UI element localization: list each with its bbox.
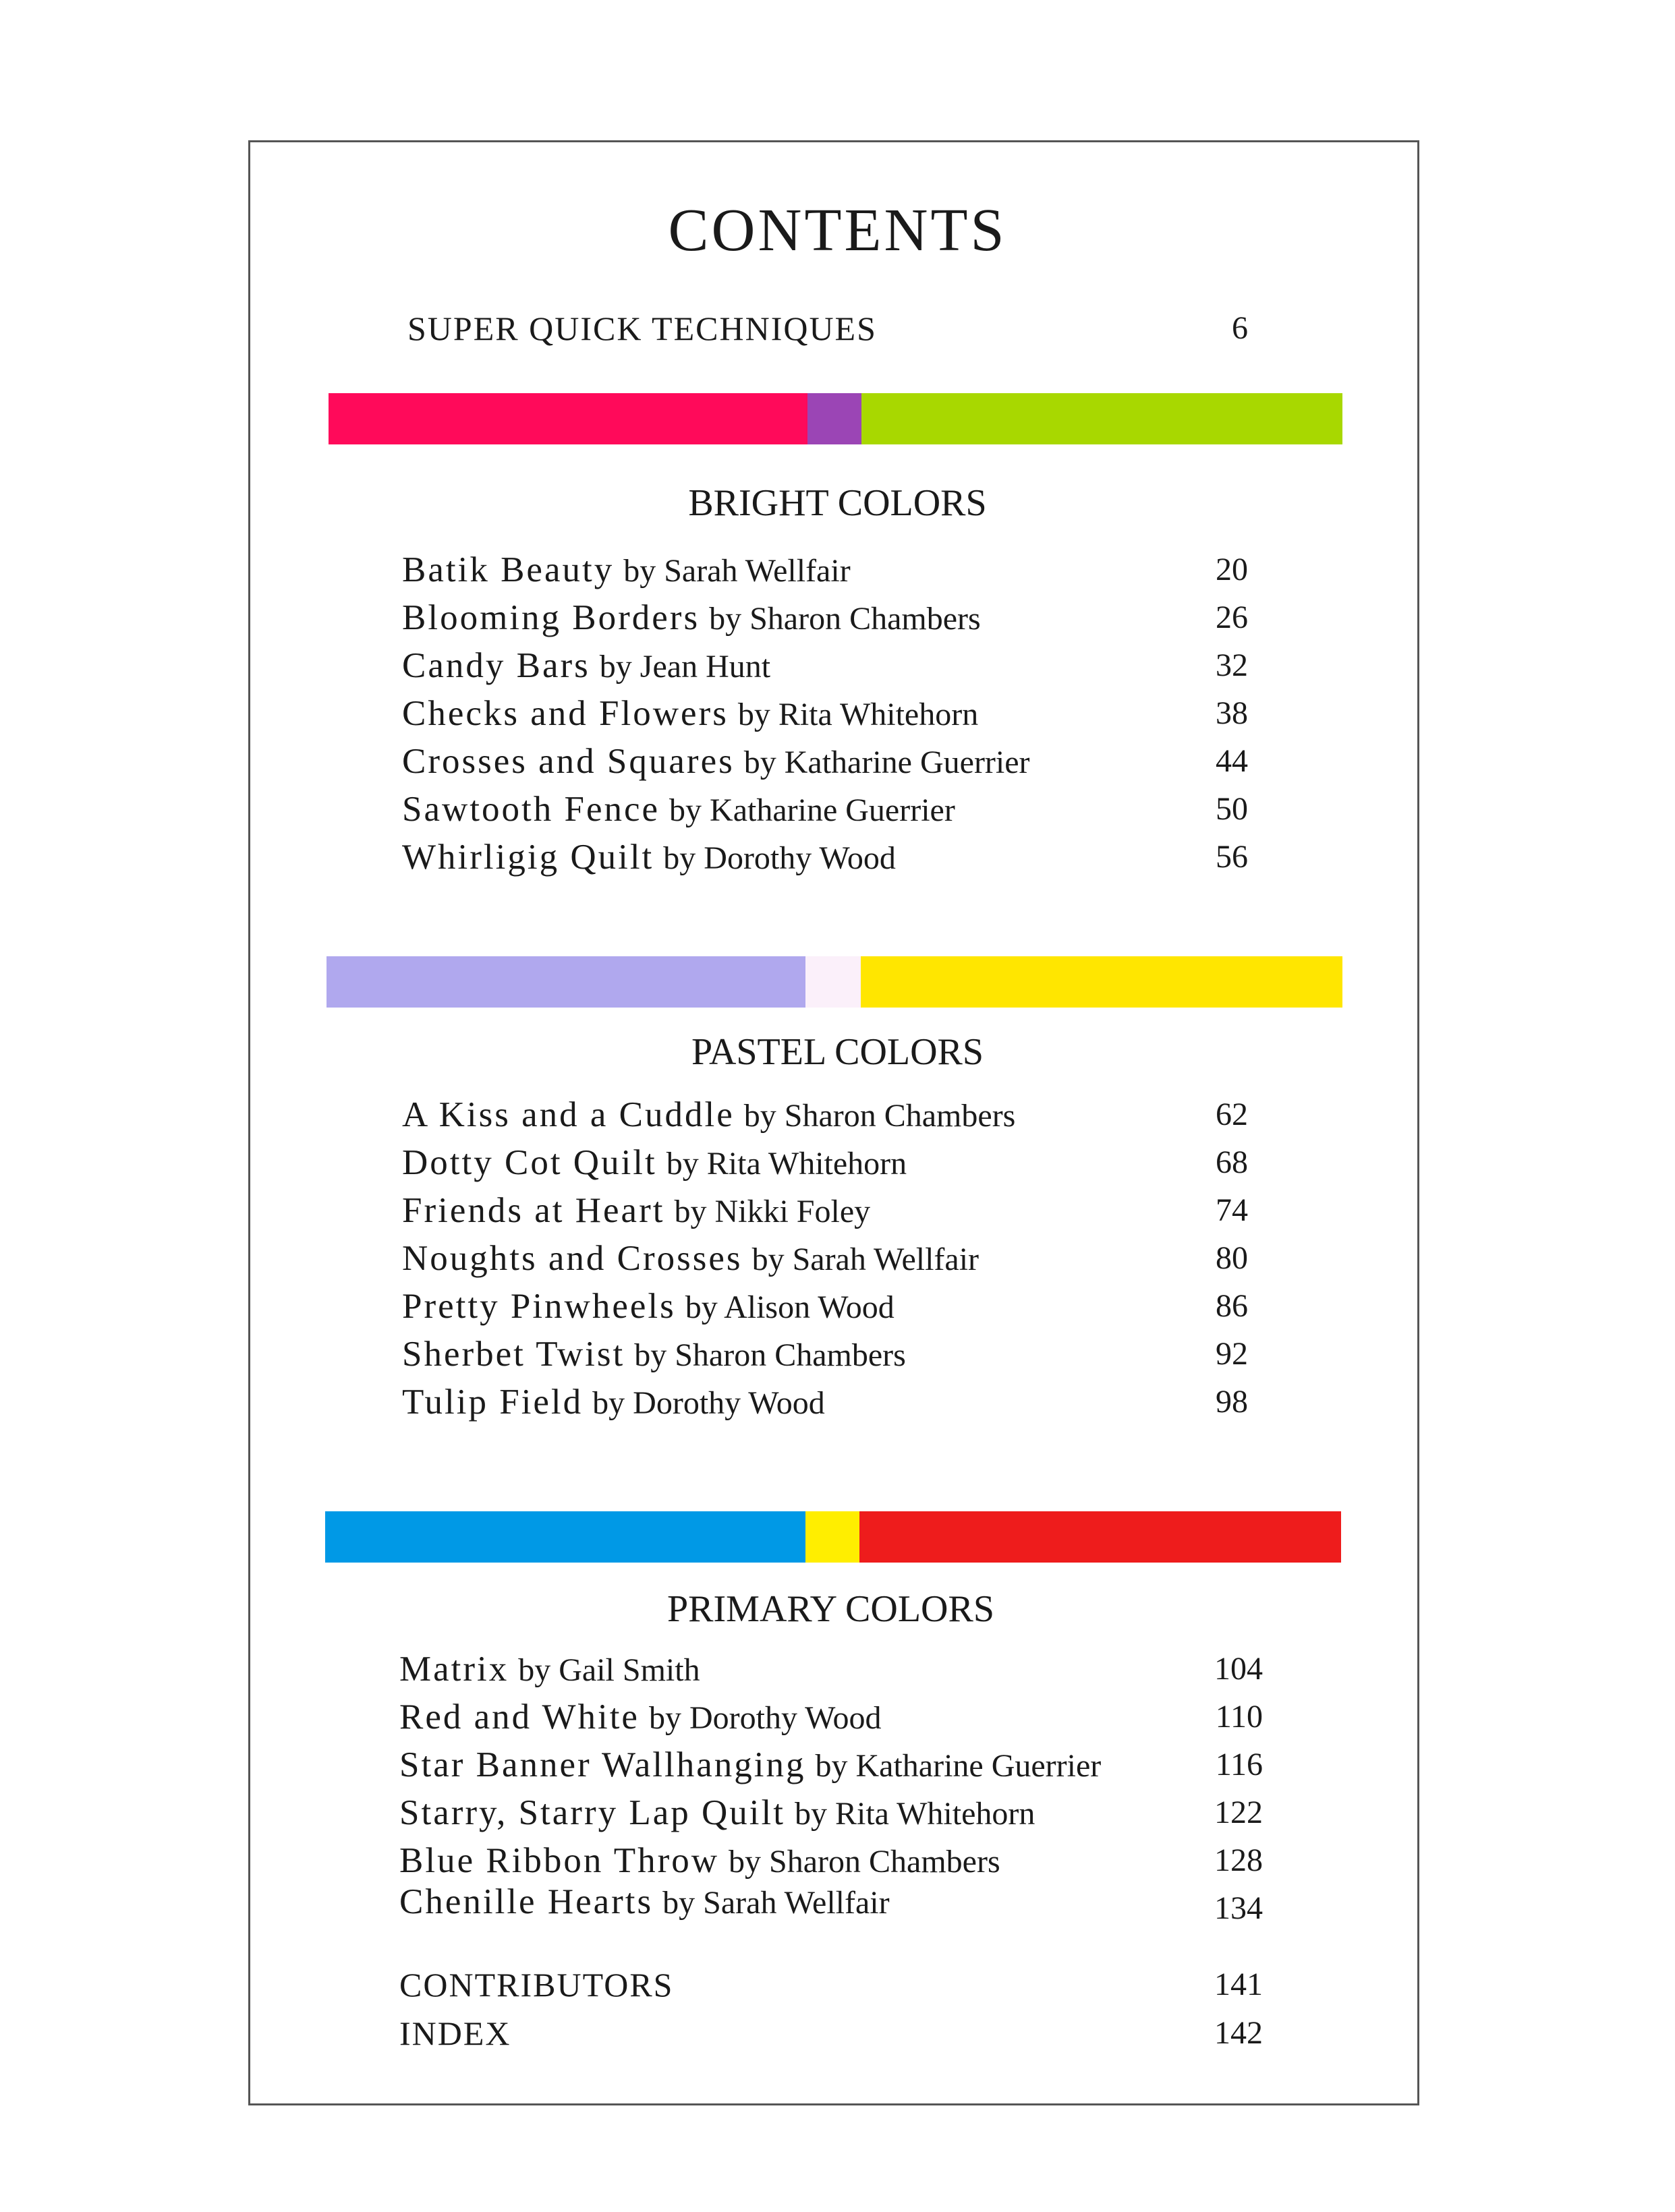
- toc-entry: [399, 1789, 1035, 1836]
- toc-entry: [402, 1331, 906, 1378]
- entry-author: by Alison Wood: [685, 1289, 895, 1325]
- bar-segment: [805, 1511, 859, 1563]
- toc-entry: [402, 1283, 895, 1330]
- entry-author: by Sarah Wellfair: [751, 1242, 980, 1277]
- entry-author: by Dorothy Wood: [648, 1700, 882, 1736]
- bright-colors-bar: [329, 393, 1342, 444]
- toc-entry: [402, 594, 981, 641]
- entry-title: A Kiss and a Cuddle: [402, 1095, 735, 1134]
- entry-page-number: 38: [1216, 695, 1248, 731]
- entry-author: by Katharine Guerrier: [815, 1748, 1102, 1784]
- intro-page: 6: [1232, 310, 1248, 346]
- entry-title: Checks and Flowers: [402, 694, 729, 733]
- toc-entry: [399, 1646, 700, 1693]
- entry-page-number: 32: [1216, 647, 1248, 683]
- entry-author: by Dorothy Wood: [592, 1385, 825, 1421]
- toc-entry: [402, 1235, 979, 1282]
- index-label: INDEX: [399, 2014, 511, 2052]
- entry-page-number: 56: [1216, 839, 1248, 875]
- entry-page-number: 80: [1216, 1240, 1248, 1276]
- entry-author: by Dorothy Wood: [663, 840, 896, 876]
- entry-page-number: 122: [1214, 1795, 1263, 1830]
- entry-title: Star Banner Wallhanging: [399, 1745, 806, 1784]
- entry-page-number: 86: [1216, 1288, 1248, 1324]
- entry-author: by Nikki Foley: [674, 1194, 871, 1229]
- entry-author: by Katharine Guerrier: [669, 792, 955, 828]
- index-page: 142: [1214, 2015, 1263, 2051]
- entry-title: Sawtooth Fence: [402, 790, 660, 829]
- entry-title: Sherbet Twist: [402, 1335, 625, 1374]
- bar-segment: [327, 956, 805, 1008]
- intro-label: SUPER QUICK TECHNIQUES: [407, 310, 877, 347]
- entry-page-number: 20: [1216, 552, 1248, 587]
- entry-author: by Sharon Chambers: [743, 1098, 1016, 1134]
- toc-entry: [402, 546, 851, 593]
- entry-page-number: 116: [1215, 1747, 1263, 1782]
- entry-title: Chenille Hearts: [399, 1882, 654, 1921]
- entry-page-number: 110: [1215, 1699, 1263, 1735]
- page-title: CONTENTS: [668, 197, 1007, 264]
- entry-author: by Rita Whitehorn: [737, 697, 979, 732]
- bar-segment: [805, 956, 861, 1008]
- entry-author: by Sharon Chambers: [729, 1844, 1000, 1880]
- entry-page-number: 74: [1216, 1192, 1248, 1228]
- entry-author: by Katharine Guerrier: [743, 745, 1030, 780]
- entry-title: Tulip Field: [402, 1382, 584, 1422]
- entry-author: by Sharon Chambers: [709, 601, 981, 637]
- toc-entry: [399, 1693, 882, 1741]
- entry-title: Dotty Cot Quilt: [402, 1143, 657, 1182]
- bar-segment: [859, 1511, 1341, 1563]
- entry-page-number: 68: [1216, 1144, 1248, 1180]
- toc-entry: [399, 1837, 1000, 1884]
- entry-page-number: 26: [1216, 600, 1248, 635]
- entry-page-number: 62: [1216, 1097, 1248, 1132]
- entry-author: by Gail Smith: [518, 1652, 700, 1688]
- toc-entry: [402, 690, 978, 737]
- entry-author: by Jean Hunt: [599, 649, 771, 685]
- toc-entry: [402, 642, 770, 689]
- bar-segment: [329, 393, 807, 444]
- toc-entry: [402, 834, 896, 881]
- bar-segment: [861, 956, 1342, 1008]
- bar-segment: [861, 393, 1342, 444]
- entry-title: Whirligig Quilt: [402, 838, 654, 877]
- entry-title: Matrix: [399, 1650, 509, 1689]
- entry-page-number: 134: [1214, 1890, 1263, 1926]
- bar-segment: [807, 393, 861, 444]
- section-heading-pastel: PASTEL COLORS: [691, 1031, 984, 1073]
- entry-author: by Rita Whitehorn: [666, 1146, 907, 1182]
- entry-title: Blooming Borders: [402, 598, 700, 637]
- primary-colors-bar: [325, 1511, 1341, 1563]
- contributors-label: CONTRIBUTORS: [399, 1966, 674, 2004]
- entry-title: Friends at Heart: [402, 1191, 665, 1230]
- contributors-page: 141: [1214, 1967, 1263, 2002]
- entry-page-number: 92: [1216, 1336, 1248, 1372]
- entry-title: Noughts and Crosses: [402, 1239, 743, 1278]
- entry-page-number: 128: [1214, 1842, 1263, 1878]
- section-heading-primary: PRIMARY COLORS: [667, 1588, 994, 1630]
- toc-entry: [399, 1741, 1101, 1788]
- entry-title: Pretty Pinwheels: [402, 1287, 676, 1326]
- entry-title: Blue Ribbon Throw: [399, 1841, 720, 1880]
- entry-page-number: 50: [1216, 791, 1248, 827]
- toc-entry: [402, 1139, 907, 1186]
- entry-author: by Sarah Wellfair: [662, 1885, 890, 1921]
- toc-entry: [402, 1187, 870, 1234]
- entry-author: by Sharon Chambers: [634, 1337, 906, 1373]
- bar-segment: [325, 1511, 805, 1563]
- entry-title: Crosses and Squares: [402, 742, 735, 781]
- entry-title: Starry, Starry Lap Quilt: [399, 1793, 785, 1832]
- toc-entry: [399, 1878, 890, 1925]
- entry-page-number: 98: [1216, 1384, 1248, 1420]
- section-heading-bright: BRIGHT COLORS: [688, 482, 987, 524]
- entry-author: by Sarah Wellfair: [623, 553, 851, 589]
- toc-entry: [402, 738, 1030, 785]
- entry-author: by Rita Whitehorn: [794, 1796, 1035, 1832]
- entry-title: Red and White: [399, 1697, 640, 1737]
- toc-entry: [402, 786, 955, 833]
- entry-page-number: 44: [1216, 743, 1248, 779]
- pastel-colors-bar: [327, 956, 1342, 1008]
- entry-page-number: 104: [1214, 1651, 1263, 1687]
- toc-entry: [402, 1091, 1015, 1138]
- toc-entry: [402, 1378, 825, 1426]
- entry-title: Batik Beauty: [402, 550, 615, 589]
- entry-title: Candy Bars: [402, 646, 590, 685]
